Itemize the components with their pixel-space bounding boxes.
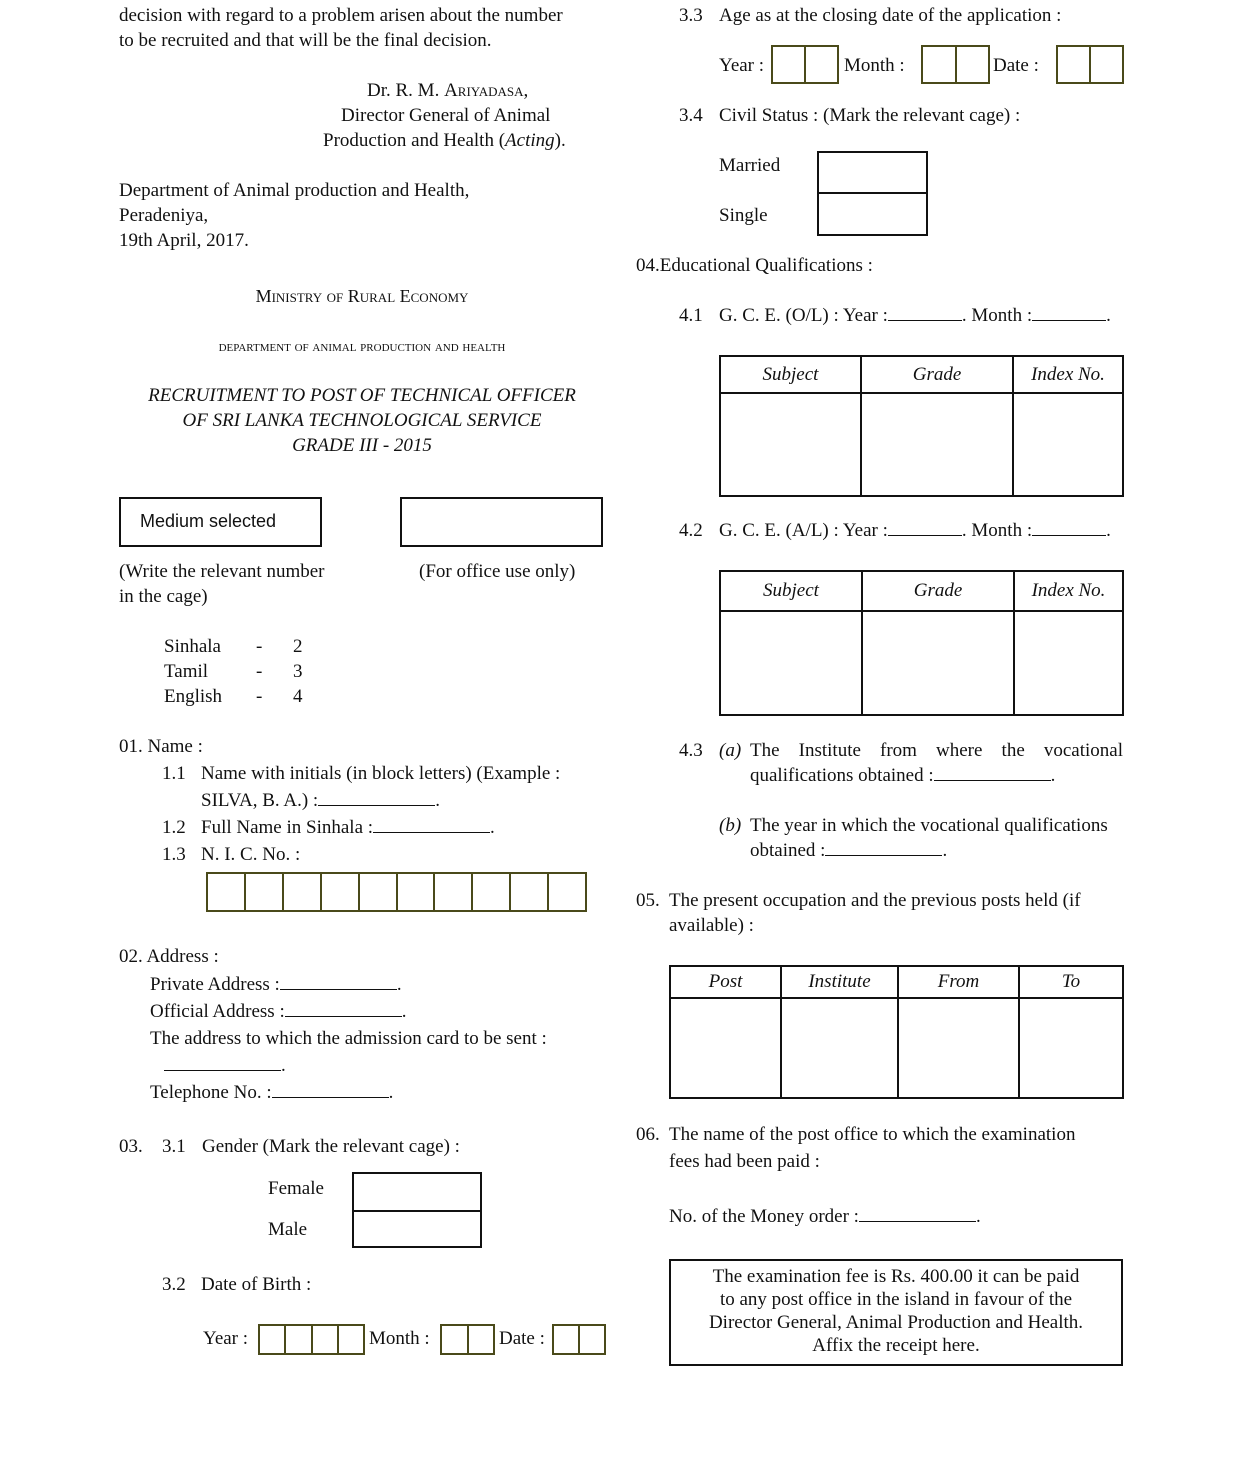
age-year-cells[interactable] (771, 45, 839, 84)
section-04-education: 04.Educational Qualifications : (636, 255, 873, 276)
dob-month-label: Month : (369, 1328, 430, 1349)
al-subject-cell[interactable] (720, 611, 862, 715)
al-period: . (1106, 520, 1111, 541)
signatory-title-2-prefix: Production and Health ( (323, 130, 506, 151)
al-month-blank[interactable] (1032, 521, 1106, 536)
ol-grade-cell[interactable] (861, 393, 1013, 496)
s43-number: 4.3 (679, 740, 703, 761)
official-address-period: . (401, 1001, 407, 1022)
institute-blank[interactable] (934, 766, 1051, 781)
official-address-line (150, 999, 407, 1024)
dept-line-1: Department of Animal production and Health, (119, 180, 470, 201)
signatory-title-2-suffix: ). (554, 130, 566, 151)
s43b-text: obtained : (750, 840, 826, 861)
write-note-1: (Write the relevant number (119, 561, 325, 582)
private-address-label: Private Address : (150, 974, 280, 995)
s43a-line-2 (750, 763, 1055, 788)
s06-line-1: The name of the post office to which the examination (669, 1124, 1076, 1145)
telephone-label: Telephone No. : (150, 1082, 272, 1103)
write-note-2: in the cage) (119, 586, 208, 607)
s43b-label: (b) (719, 815, 742, 836)
ol-index-cell[interactable] (1013, 393, 1123, 496)
notice-line-2: to any post office in the island in favour of the (719, 1289, 1073, 1310)
dept-line-2: Peradeniya, (119, 205, 209, 226)
private-address-period: . (396, 974, 402, 995)
s05-line-2: available) : (669, 915, 754, 936)
s13-text: N. I. C. No. : (201, 844, 301, 865)
lang-num-1: 3 (293, 661, 303, 682)
initials-blank[interactable] (318, 791, 435, 806)
office-use-box (400, 497, 603, 547)
money-order-period: . (975, 1206, 981, 1227)
posts-to-cell[interactable] (1019, 998, 1123, 1098)
ol-header-subject: Subject (720, 356, 861, 393)
s12-line (201, 815, 495, 840)
s43a-text: qualifications obtained : (750, 765, 934, 786)
sinhala-name-blank[interactable] (373, 818, 490, 833)
lang-num-0: 2 (293, 636, 303, 657)
section-02-address: 02. Address : (119, 946, 219, 967)
s11-text: Name with initials (in block letters) (Example : (201, 763, 561, 784)
lang-num-2: 4 (293, 686, 303, 707)
money-order-line (669, 1204, 981, 1229)
section-01-name: 01. Name : (119, 736, 203, 757)
dob-month-cells[interactable] (440, 1324, 495, 1355)
s06-line-2: fees had been paid : (669, 1151, 820, 1172)
ol-year-blank[interactable] (888, 306, 962, 321)
posts-post-cell[interactable] (670, 998, 781, 1098)
admission-address-period: . (281, 1055, 286, 1076)
telephone-line (150, 1080, 393, 1105)
s13-number: 1.3 (162, 844, 186, 865)
intro-line-2: to be recruited and that will be the final decision. (119, 30, 492, 51)
dob-year-label: Year : (203, 1328, 249, 1349)
married-label: Married (719, 155, 781, 176)
money-order-label: No. of the Money order : (669, 1206, 859, 1227)
ol-month-blank[interactable] (1032, 306, 1106, 321)
s41-line (719, 303, 1111, 328)
signatory-title-1: Director General of Animal (341, 105, 551, 126)
female-label: Female (268, 1178, 324, 1199)
dept-line-3: 19th April, 2017. (119, 230, 249, 251)
lang-dash-2: - (256, 686, 263, 707)
al-header-index: Index No. (1014, 571, 1123, 611)
recruitment-heading-2: OF SRI LANKA TECHNOLOGICAL SERVICE (182, 410, 542, 431)
married-checkbox[interactable] (817, 151, 928, 194)
s42-number: 4.2 (679, 520, 703, 541)
al-month-label: . Month : (961, 520, 1033, 541)
posts-header-to: To (1019, 966, 1123, 998)
signatory-title-2 (323, 128, 566, 153)
s05-line-1: The present occupation and the previous posts held (if (669, 890, 1081, 911)
money-order-blank[interactable] (859, 1207, 976, 1222)
lang-name-2: English (164, 686, 223, 707)
age-date-label: Date : (993, 55, 1039, 76)
s11-period: . (435, 790, 440, 811)
notice-line-1: The examination fee is Rs. 400.00 it can be paid (712, 1266, 1080, 1287)
office-use-note: (For office use only) (419, 561, 576, 582)
age-month-cells[interactable] (921, 45, 990, 84)
male-checkbox[interactable] (352, 1210, 482, 1248)
s12-period: . (490, 817, 495, 838)
s34-text: Civil Status : (Mark the relevant cage) : (719, 105, 1021, 126)
s31-text: Gender (Mark the relevant cage) : (202, 1136, 460, 1157)
official-address-label: Official Address : (150, 1001, 285, 1022)
s43a-line-1: The Institute from where the vocational (750, 740, 1123, 761)
posts-header-from: From (898, 966, 1019, 998)
telephone-period: . (388, 1082, 394, 1103)
medium-selected-box[interactable] (119, 497, 322, 547)
al-grade-cell[interactable] (862, 611, 1014, 715)
al-header-grade: Grade (862, 571, 1014, 611)
receipt-notice-box[interactable] (669, 1259, 1123, 1366)
s11-number: 1.1 (162, 763, 186, 784)
signatory-name (367, 78, 528, 103)
s12-number: 1.2 (162, 817, 186, 838)
age-date-cells[interactable] (1056, 45, 1124, 84)
ol-header-grade: Grade (861, 356, 1013, 393)
recruitment-heading-1: RECRUITMENT TO POST OF TECHNICAL OFFICER (148, 385, 576, 406)
ol-header-index: Index No. (1013, 356, 1123, 393)
age-month-label: Month : (844, 55, 905, 76)
s32-number: 3.2 (162, 1274, 186, 1295)
al-header-subject: Subject (720, 571, 862, 611)
al-index-cell[interactable] (1014, 611, 1123, 715)
notice-line-4: Affix the receipt here. (812, 1335, 980, 1356)
s43a-period: . (1050, 765, 1056, 786)
lang-dash-0: - (256, 636, 263, 657)
s11-line-2 (201, 788, 440, 813)
s43b-line-2 (750, 838, 947, 863)
admission-address-line (164, 1053, 286, 1078)
s41-text: G. C. E. (O/L) : Year : (719, 305, 888, 326)
nic-number-cells[interactable] (206, 872, 587, 912)
al-results-table (719, 570, 1124, 716)
department-heading: department of animal production and health (218, 339, 506, 355)
s42-text: G. C. E. (A/L) : Year : (719, 520, 888, 541)
private-address-line (150, 972, 402, 997)
posts-header-post: Post (670, 966, 781, 998)
ministry-heading: Ministry of Rural Economy (255, 286, 469, 306)
admission-address-label: The address to which the admission card to be sent : (150, 1028, 547, 1049)
s11-example: SILVA, B. A.) : (201, 790, 319, 811)
lang-name-0: Sinhala (164, 636, 221, 657)
official-address-blank[interactable] (285, 1002, 402, 1017)
s43b-line-1: The year in which the vocational qualifications (750, 815, 1108, 836)
dob-year-cells[interactable] (258, 1324, 365, 1355)
telephone-blank[interactable] (272, 1083, 389, 1098)
dob-date-cells[interactable] (552, 1324, 606, 1355)
signatory-title-acting: Acting (505, 130, 555, 151)
section-03-number: 03. (119, 1136, 143, 1157)
age-year-label: Year : (719, 55, 765, 76)
posts-header-institute: Institute (781, 966, 898, 998)
ol-period: . (1106, 305, 1111, 326)
s33-text: Age as at the closing date of the application : (719, 5, 1062, 26)
s31-number: 3.1 (162, 1136, 186, 1157)
lang-name-1: Tamil (164, 661, 209, 682)
medium-selected-label: Medium selected (140, 511, 277, 531)
posts-from-cell[interactable] (898, 998, 1019, 1098)
male-label: Male (268, 1219, 308, 1240)
s41-number: 4.1 (679, 305, 703, 326)
ol-month-label: . Month : (961, 305, 1033, 326)
intro-line-1: decision with regard to a problem arisen about the number (119, 5, 563, 26)
s05-number: 05. (636, 890, 660, 911)
vocational-year-blank[interactable] (825, 841, 942, 856)
single-label: Single (719, 205, 768, 226)
s12-text: Full Name in Sinhala : (201, 817, 374, 838)
signatory-surname: Ariyadasa, (444, 80, 529, 101)
lang-dash-1: - (256, 661, 263, 682)
signatory-name-prefix: Dr. R. M. (367, 80, 445, 101)
admission-address-blank[interactable] (164, 1056, 281, 1071)
female-checkbox[interactable] (352, 1172, 482, 1212)
s43b-period: . (942, 840, 948, 861)
s43a-label: (a) (719, 740, 742, 761)
s32-text: Date of Birth : (201, 1274, 312, 1295)
posts-institute-cell[interactable] (781, 998, 898, 1098)
dob-date-label: Date : (499, 1328, 545, 1349)
notice-line-3: Director General, Animal Production and Health. (708, 1312, 1084, 1333)
ol-subject-cell[interactable] (720, 393, 861, 496)
recruitment-heading-3: GRADE III - 2015 (292, 435, 432, 456)
private-address-blank[interactable] (280, 975, 397, 990)
s33-number: 3.3 (679, 5, 703, 26)
posts-table (669, 965, 1124, 1099)
single-checkbox[interactable] (817, 192, 928, 236)
s42-line (719, 518, 1111, 543)
s34-number: 3.4 (679, 105, 703, 126)
ol-results-table (719, 355, 1124, 497)
s06-number: 06. (636, 1124, 660, 1145)
al-year-blank[interactable] (888, 521, 962, 536)
